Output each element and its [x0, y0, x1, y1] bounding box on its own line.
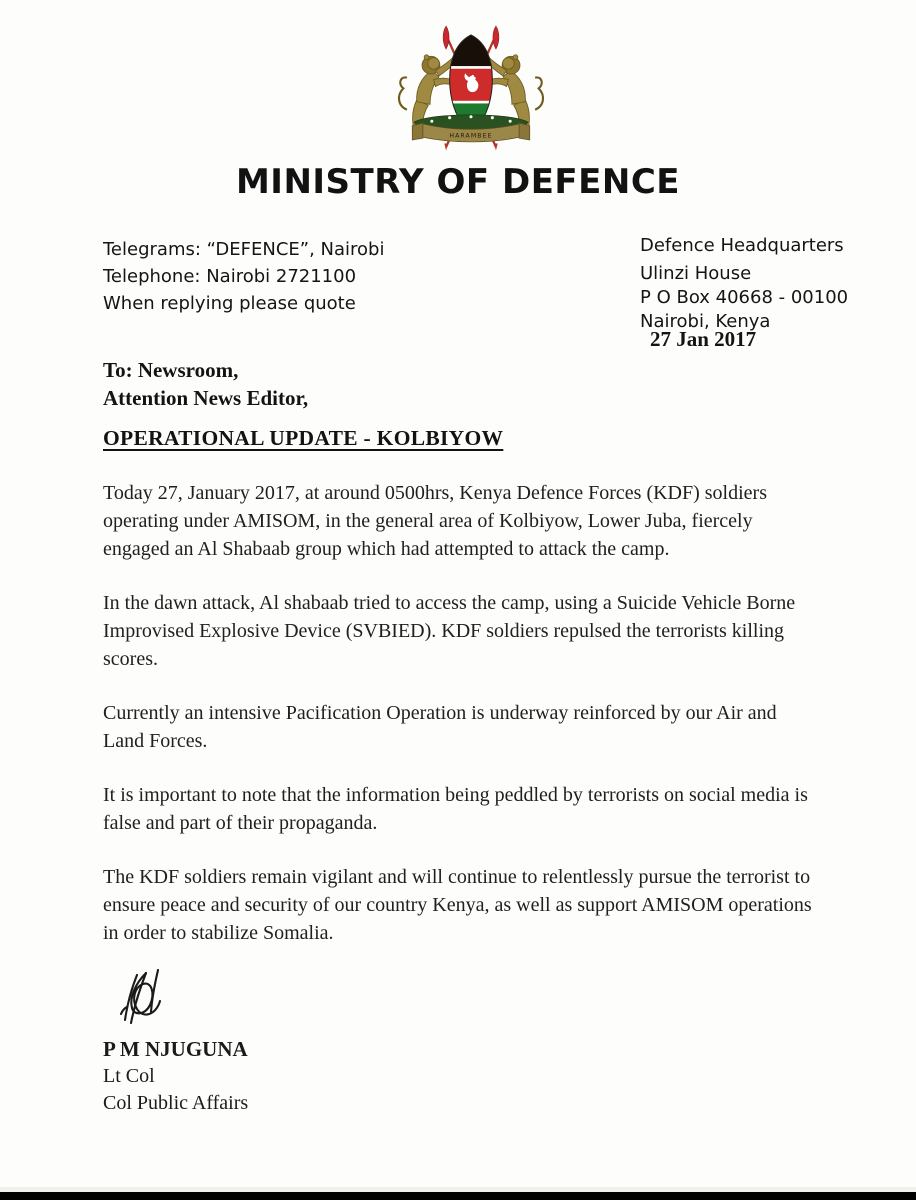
paragraph-4: It is important to note that the information being peddled by terrorists on social media is false and part of their propaganda. — [103, 784, 808, 834]
letter-date: 27 Jan 2017 — [650, 327, 757, 351]
kenya-coat-of-arms-icon — [382, 20, 560, 162]
recipient-block — [103, 356, 308, 412]
paragraph-3: Currently an intensive Pacification Operation is underway reinforced by our Air and Land Forces. — [103, 702, 777, 752]
signatory-title: Col Public Affairs — [103, 1092, 249, 1114]
motto-text: HARAMBEE — [449, 132, 493, 140]
paragraph-5: The KDF soldiers remain vigilant and will continue to relentlessly pursue the terrorist to ensure peace and security of our country Kenya, as well as support AMISOM operations in order to stabilize Somalia. — [103, 866, 812, 944]
city-line: Nairobi, Kenya — [640, 311, 771, 332]
page-title: MINISTRY OF DEFENCE — [235, 162, 681, 202]
paragraph-2: In the dawn attack, Al shabaab tried to access the camp, using a Suicide Vehicle Borne Improvised Explosive Device (SVBIED). KDF soldiers repulsed the terrorists killing scores. — [103, 592, 796, 670]
telegrams-line: Telegrams: “DEFENCE”, Nairobi — [103, 239, 385, 260]
signatory-name: P M NJUGUNA — [103, 1037, 248, 1061]
signature-block — [103, 1036, 248, 1117]
scan-edge-bar — [0, 1192, 916, 1200]
signatory-rank: Lt Col — [103, 1065, 155, 1087]
building-line: Ulinzi House — [640, 263, 752, 284]
telephone-line: Telephone: Nairobi 2721100 — [103, 266, 357, 287]
contact-block-right — [640, 234, 848, 334]
paragraph-1: Today 27, January 2017, at around 0500hrs, Kenya Defence Forces (KDF) soldiers operating under AMISOM, in the general area of Kolbiyow, Lower Juba, fiercely engaged an Al Shabaab group which had attempted to attack the camp. — [103, 482, 767, 560]
replying-line: When replying please quote — [103, 293, 356, 314]
hq-line: Defence Headquarters — [640, 235, 844, 256]
subject-heading: OPERATIONAL UPDATE - KOLBIYOW — [103, 426, 504, 450]
recipient-line-attention: Attention News Editor, — [103, 386, 309, 410]
pobox-line: P O Box 40668 - 00100 — [640, 287, 849, 308]
contact-block-left — [103, 236, 385, 317]
recipient-line-to: To: Newsroom, — [103, 358, 239, 382]
letter-body — [103, 479, 821, 973]
signature-icon — [118, 964, 178, 1036]
